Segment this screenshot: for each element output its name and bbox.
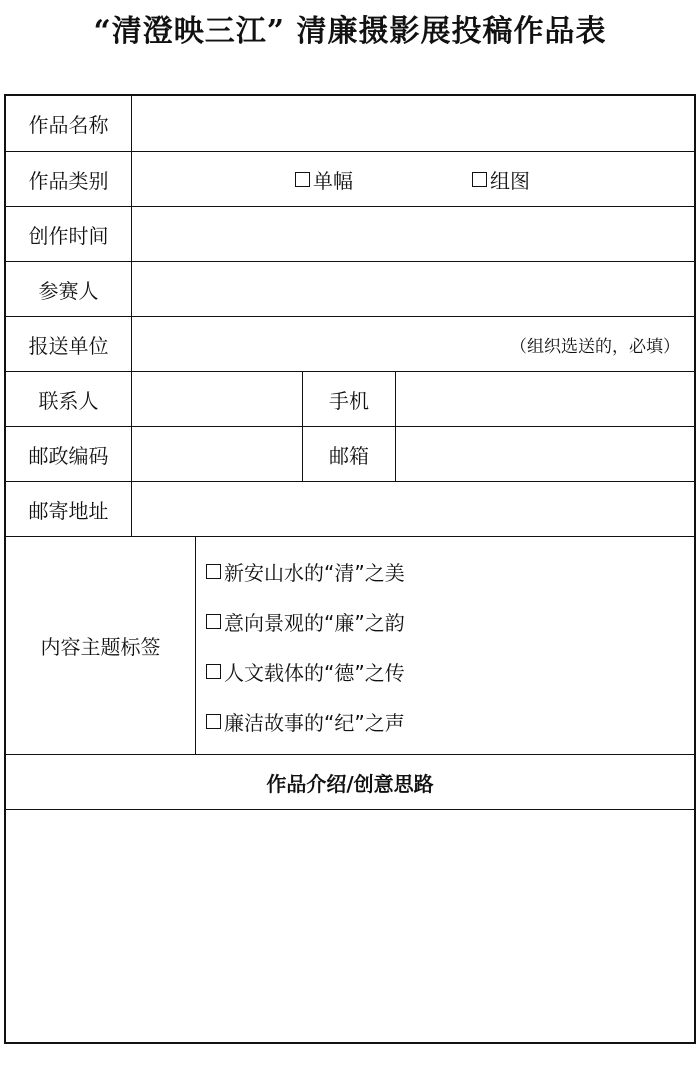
checkbox-theme-ji[interactable] <box>206 714 221 729</box>
row-content-theme <box>6 537 694 755</box>
row-work-name <box>6 96 694 152</box>
row-mailing-address <box>6 482 694 537</box>
row-contact <box>6 372 694 427</box>
checkbox-theme-qing[interactable] <box>206 564 221 579</box>
row-participant <box>6 262 694 317</box>
category-option-single-label: 单幅 <box>313 168 353 193</box>
creation-time-field[interactable] <box>132 207 694 261</box>
theme-option-ji[interactable] <box>206 707 405 736</box>
category-option-group-label: 组图 <box>490 168 530 193</box>
checkbox-theme-lian[interactable] <box>206 614 221 629</box>
participant-label: 参赛人 <box>6 262 132 316</box>
theme-option-lian[interactable] <box>206 607 405 636</box>
mobile-label: 手机 <box>302 372 396 426</box>
submission-form <box>4 94 696 1044</box>
checkbox-group[interactable] <box>472 172 487 187</box>
work-name-label: 作品名称 <box>6 96 132 151</box>
work-category-options <box>132 152 694 206</box>
email-label: 邮箱 <box>302 427 396 481</box>
creation-time-label: 创作时间 <box>6 207 132 261</box>
theme-option-qing-label: 新安山水的“清”之美 <box>224 561 405 585</box>
email-field[interactable] <box>396 427 694 481</box>
mobile-field[interactable] <box>396 372 694 426</box>
theme-option-qing[interactable] <box>206 557 405 586</box>
postal-code-label: 邮政编码 <box>6 427 132 481</box>
work-category-label: 作品类别 <box>6 152 132 206</box>
content-theme-label: 内容主题标签 <box>6 537 196 754</box>
row-submitting-unit <box>6 317 694 372</box>
theme-options-list <box>206 537 694 754</box>
checkbox-single[interactable] <box>295 172 310 187</box>
mailing-address-label: 邮寄地址 <box>6 482 132 536</box>
theme-option-lian-label: 意向景观的“廉”之韵 <box>224 611 405 635</box>
mailing-address-field[interactable] <box>132 482 694 536</box>
theme-option-de[interactable] <box>206 657 405 686</box>
contact-person-field[interactable] <box>132 372 302 426</box>
category-option-single[interactable] <box>295 165 353 194</box>
page-title: “清澄映三江” 清廉摄影展投稿作品表 <box>93 14 607 49</box>
checkbox-theme-de[interactable] <box>206 664 221 679</box>
theme-option-de-label: 人文载体的“德”之传 <box>224 661 405 685</box>
theme-option-ji-label: 廉洁故事的“纪”之声 <box>224 711 405 735</box>
row-work-category <box>6 152 694 207</box>
category-option-group[interactable] <box>472 165 530 194</box>
submitting-unit-note: （组织选送的，必填） <box>510 336 680 357</box>
contact-person-label: 联系人 <box>6 372 132 426</box>
row-postal <box>6 427 694 482</box>
work-name-field[interactable] <box>132 96 694 151</box>
work-intro-field[interactable] <box>6 810 694 1042</box>
row-creation-time <box>6 207 694 262</box>
work-intro-heading: 作品介绍/创意思路 <box>266 771 434 796</box>
postal-code-field[interactable] <box>132 427 302 481</box>
submitting-unit-label: 报送单位 <box>6 317 132 371</box>
participant-field[interactable] <box>132 262 694 316</box>
row-work-intro-header <box>6 755 694 810</box>
submitting-unit-field[interactable] <box>132 317 694 371</box>
